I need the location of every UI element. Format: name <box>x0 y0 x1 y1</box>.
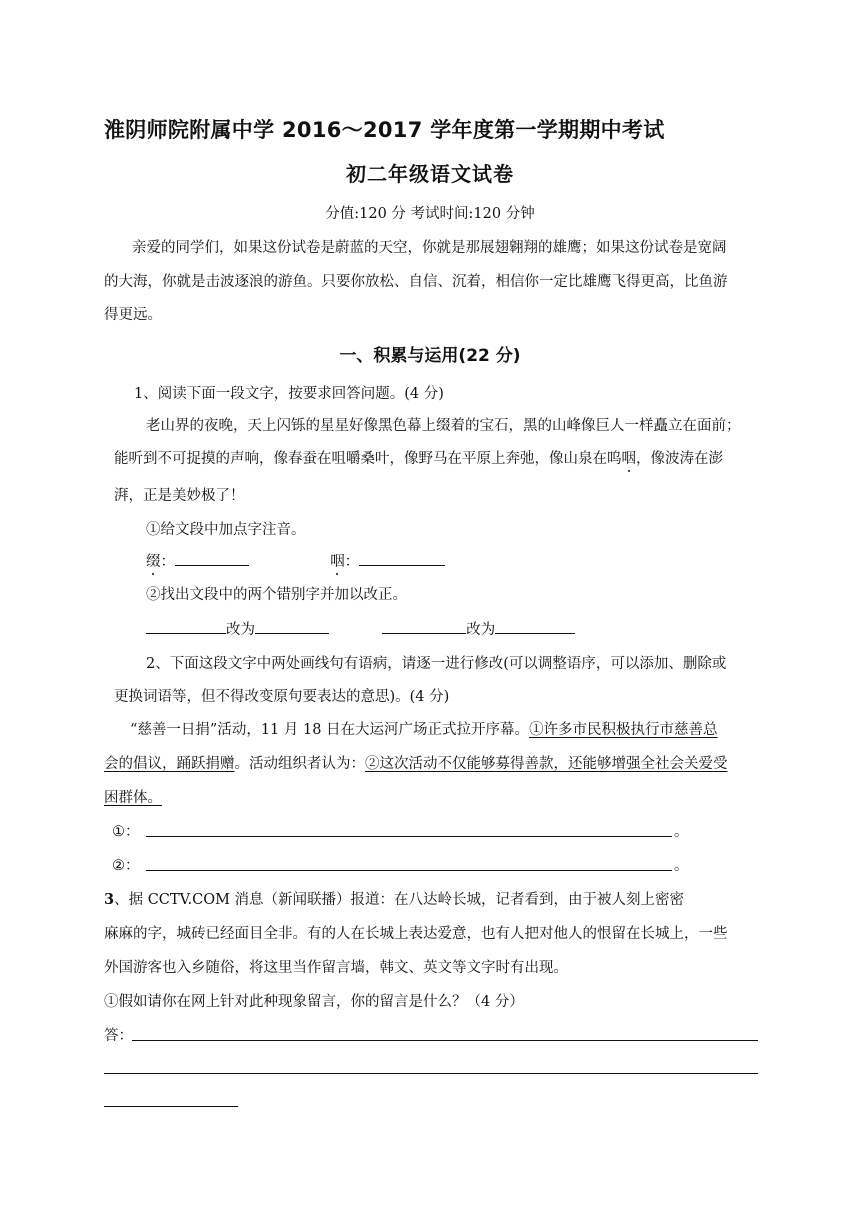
q2-passage-line-3 <box>104 786 162 807</box>
pinyin-char-1: 缀 <box>146 554 161 570</box>
pinyin-char-2: 咽 <box>330 554 345 570</box>
intro-line-3: 得更远。 <box>104 307 162 323</box>
q2-answer-2-label: ②： <box>112 858 140 874</box>
section-title: 一、积累与运用(22 分) <box>339 346 521 366</box>
underlined-sentence-2-cont: 困群体。 <box>104 790 162 806</box>
colon: ： <box>160 554 175 570</box>
change-to-label: 改为 <box>466 622 496 638</box>
q2-answer-1-line[interactable] <box>146 836 672 837</box>
q2-stem-line-2: 更换词语等，但不得改变原句要表达的意思)。(4 分) <box>114 689 450 705</box>
q1-passage-text-a: 能听到不可捉摸的声响，像春蚕在咀嚼桑叶，像野马在平原上奔弛，像山泉在呜 <box>114 451 622 467</box>
q3-line-1 <box>104 888 684 909</box>
q2-passage-text-2: 。活动组织者认为： <box>234 756 365 772</box>
q1-passage-text-b: ，像波涛在澎 <box>636 451 723 467</box>
q3-answer-line-1[interactable] <box>132 1040 758 1041</box>
q1-stem: 1、阅读下面一段文字，按要求回答问题。(4 分) <box>134 386 444 402</box>
q2-answer-2-period: 。 <box>674 858 689 874</box>
underlined-sentence-2: ②这次活动不仅能够募得善款，还能够增强全社会关爱受 <box>365 756 728 772</box>
exam-meta: 分值:120 分 考试时间:120 分钟 <box>325 206 535 222</box>
q2-stem-line-1: 2、下面这段文字中两处画线句有语病，请逐一进行修改(可以调整语序，可以添加、删除或 <box>146 656 727 672</box>
exam-title: 初二年级语文试卷 <box>346 162 514 186</box>
q3-line-2: 麻麻的字，城砖已经面目全非。有的人在长城上表达爱意，也有人把对他人的恨留在长城上，一些 <box>104 926 728 942</box>
q2-passage-line-2 <box>104 752 728 773</box>
q1-sub-2: ②找出文段中的两个错别字并加以改正。 <box>146 587 407 603</box>
q3-text-1: 、据 CCTV.COM 消息（新闻联播）报道：在八达岭长城，记者看到，由于被人刻上密密 <box>114 892 685 908</box>
q3-answer-line-3[interactable] <box>104 1106 238 1107</box>
q1-passage-line-1: 老山界的夜晚，天上闪铄的星星好像黑色幕上缀着的宝石，黑的山峰像巨人一样矗立在面前； <box>146 418 741 434</box>
underlined-sentence-1-cont: 会的倡议，踊跃捐赠 <box>104 756 235 772</box>
change-to-label: 改为 <box>226 622 255 638</box>
q1-sub-1: ①给文段中加点字注音。 <box>146 522 306 538</box>
correct-char-blank-2[interactable] <box>495 619 575 634</box>
intro-line-1: 亲爱的同学们，如果这份试卷是蔚蓝的天空，你就是那展翅翱翔的雄鹰；如果这份试卷是宽阔 <box>132 240 727 256</box>
q1-pinyin-row <box>146 550 445 571</box>
wrong-char-blank-2[interactable] <box>382 619 466 634</box>
school-title: 淮阴师院附属中学 2016～2017 学年度第一学期期中考试 <box>104 118 665 142</box>
q1-passage-line-2 <box>114 447 723 468</box>
correct-char-blank-1[interactable] <box>255 619 329 634</box>
wrong-char-blank-1[interactable] <box>146 619 226 634</box>
q2-answer-1-label: ①： <box>112 824 140 840</box>
dotted-char: 咽 <box>621 451 636 467</box>
q2-passage-text: “慈善一日捐”活动，11 月 18 日在大运河广场正式拉开序幕。 <box>130 722 530 738</box>
intro-line-2: 的大海，你就是击波逐浪的游鱼。只要你放松、自信、沉着，相信你一定比雄鹰飞得更高，比鱼游 <box>104 274 728 290</box>
pinyin-blank-2[interactable] <box>359 551 445 566</box>
q1-correction-row <box>146 618 575 639</box>
q3-answer-label: 答： <box>104 1028 133 1044</box>
q3-answer-line-2[interactable] <box>104 1073 758 1074</box>
q3-sub-1: ①假如请你在网上针对此种现象留言，你的留言是什么？（4 分） <box>104 994 524 1010</box>
q2-answer-1-period: 。 <box>674 824 689 840</box>
q2-answer-2-line[interactable] <box>146 870 672 871</box>
pinyin-blank-1[interactable] <box>175 551 249 566</box>
underlined-sentence-1: ①许多市民积极执行市慈善总 <box>529 722 718 738</box>
q1-passage-line-3: 湃，正是美妙极了！ <box>114 488 245 504</box>
colon: ： <box>344 554 360 570</box>
q3-number: 3 <box>104 891 115 908</box>
q3-line-3: 外国游客也入乡随俗，将这里当作留言墙，韩文、英文等文字时有出现。 <box>104 960 568 976</box>
q2-passage-line-1 <box>130 718 718 739</box>
